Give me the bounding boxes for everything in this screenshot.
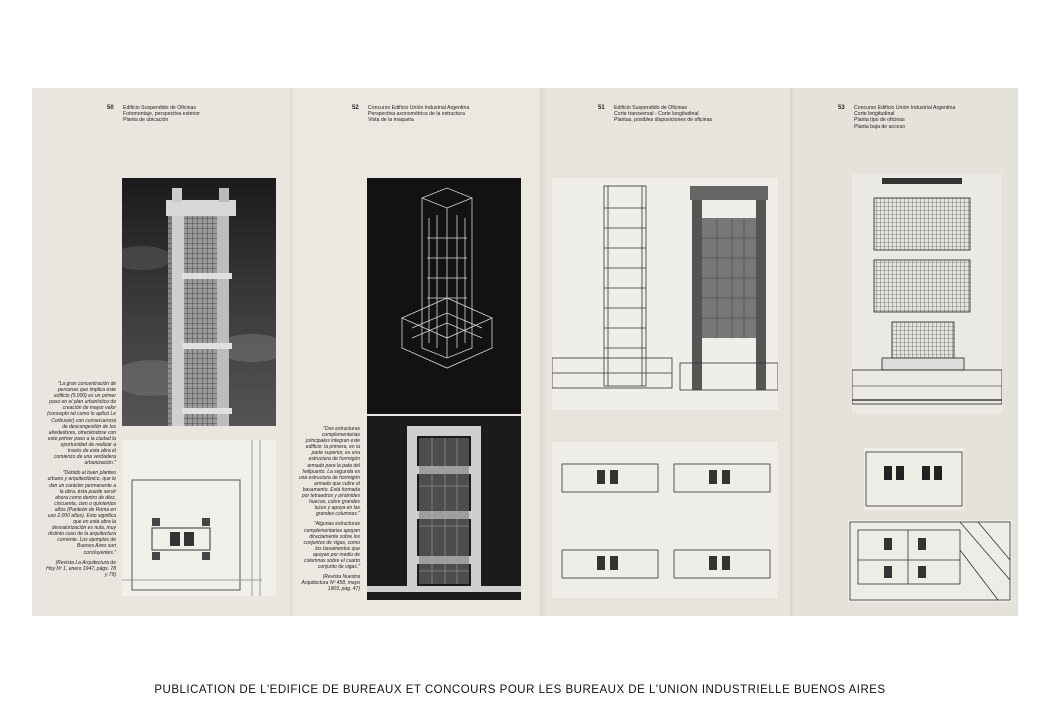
axonometric-structure — [367, 178, 521, 414]
ground-floor-plan — [848, 520, 1012, 602]
tower-sections — [552, 178, 778, 410]
page-fold — [290, 88, 296, 616]
page-number: 50 — [107, 105, 114, 111]
page-header: 52 Concurso Edificio Unión Industrial Argentina Perspectiva axonométrica de la estructura Vista de la maqueta — [352, 105, 470, 124]
tower-photomontage — [122, 178, 276, 426]
model-view — [367, 416, 521, 600]
typical-office-plan — [864, 448, 964, 510]
page-number: 53 — [838, 105, 845, 111]
page-fold — [790, 88, 796, 616]
quote-left: "La gran concentración de personas que implica este edificio (5.000) es un primer paso en el plan urbanístico de creación de mayor valor (concepto tal como lo aplicó Le Corbusier) con consecuencia de descongestión de los alrededores, ofreciéndose con este primer paso a la ciudad la oportunidad de realizar a través de esta obra el comienzo de una verdadera urbanización." "Debido al buen planteo urbano y arquitectónico, que le dan un carácter permanente a la obra, ésta puede servir ahora como dentro de diez, cincuenta, cien o quinientos años (Panteón de Roma en uso 2.000 años). Esto significa que en esta obra la desvalorización es nula, muy distinto caso de la arquitectura corriente. Los ejemplos de Buenos Aires son concluyentes." (Revista La Arquitectura de Hoy Nº 1, enero 1947, págs. 78 y 79) — [46, 381, 116, 578]
page-caption: PUBLICATION DE L'EDIFICE DE BUREAUX ET CONCOURS POUR LES BUREAUX DE L'UNION INDUSTRIELLE BUENOS AIRES — [154, 684, 886, 696]
office-floor-plans — [552, 442, 778, 598]
page-header: 51 Edificio Suspendido de Oficinas Corte transversal - Corte longitudinal Plantas, posibles disposiciones de oficinas — [598, 105, 713, 124]
site-plan — [122, 440, 276, 596]
page-number: 52 — [352, 105, 359, 111]
quote-middle: "Dos estructuras complementarias principales integran este edificio: la primera, en la parte superior, es una estructura de hormigón armado para la pata del helipuerto. La segunda es una estructura de hormigón armado que cubre el basamento. Está formada por tetraedros y pirámides huecas, cubre grandes luces y apoya en las grandes columnas." "Algunas estructuras complementarias apoyan directamente sobre los conjuntos de vigas, como los basamentos que apoyan por medio de columnas sobre el cuarto conjunto de vigas." (Revista Nuestra Arquitectura Nº 458, mayo 1969, pág. 47) — [298, 426, 360, 593]
page-header: 50 Edificio Suspendido de Oficinas Fotomontaje, perspectiva exterior Planta de ubicación — [107, 105, 200, 124]
page-number: 51 — [598, 105, 605, 111]
book-spread — [32, 88, 1018, 616]
page-fold — [540, 88, 546, 616]
page-header: 53 Concurso Edificio Unión Industrial Argentina Corte longitudinal Planta tipo de oficinas Planta baja de acceso — [838, 105, 956, 130]
longitudinal-section — [852, 174, 1002, 414]
